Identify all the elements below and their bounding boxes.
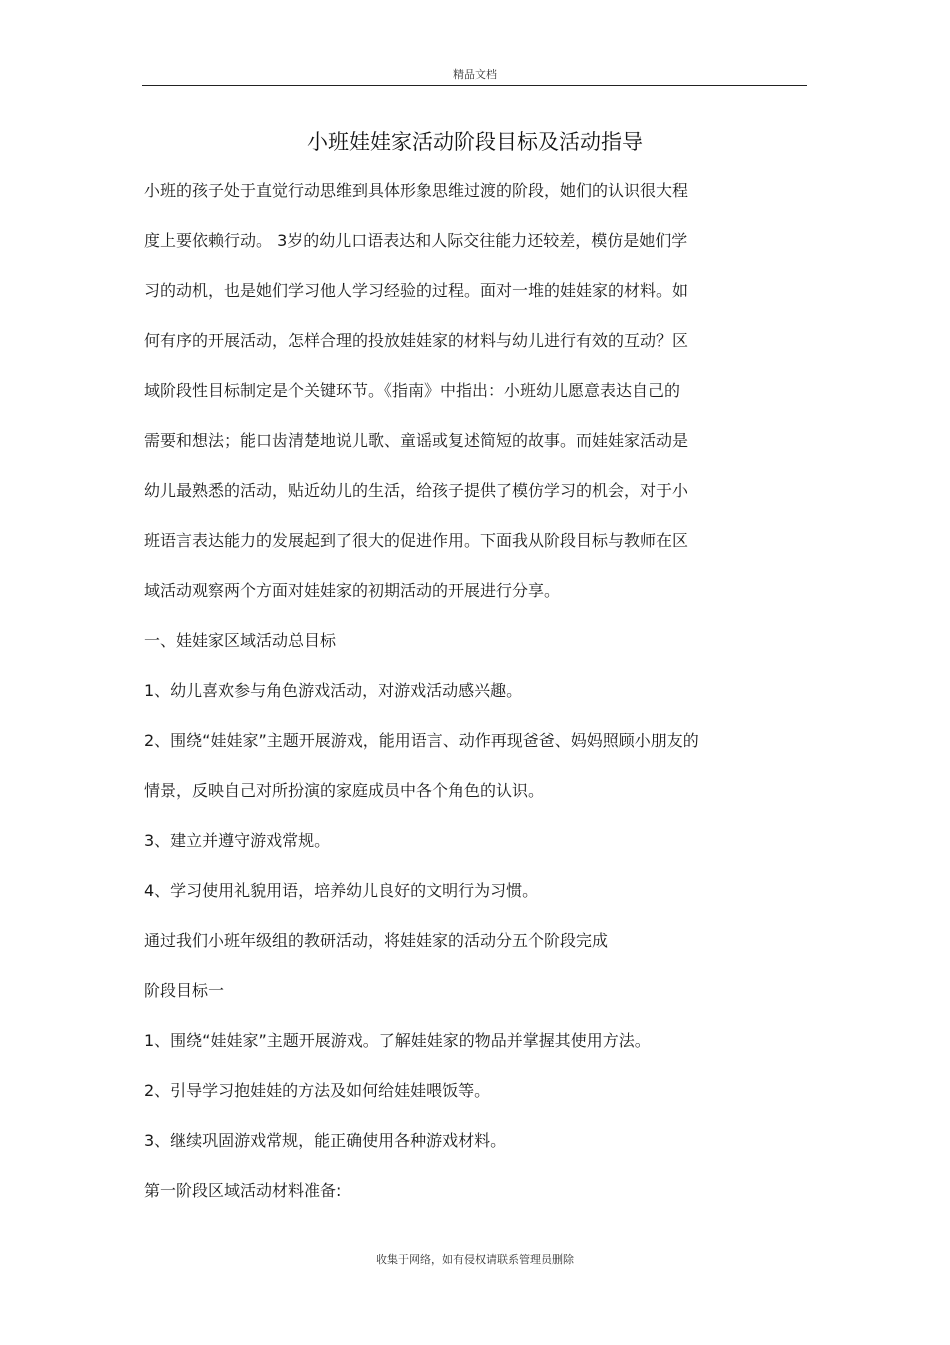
body-line: 需要和想法；能口齿清楚地说儿歌、童谣或复述简短的故事。而娃娃家活动是	[144, 431, 689, 450]
body-line: 情景，反映自己对所扮演的家庭成员中各个角色的认识。	[144, 781, 545, 800]
section-heading: 一、娃娃家区域活动总目标	[144, 631, 337, 650]
body-line: 通过我们小班年级组的教研活动，将娃娃家的活动分五个阶段完成	[144, 931, 609, 950]
body-line: 班语言表达能力的发展起到了很大的促进作用。下面我从阶段目标与教师在区	[144, 531, 689, 550]
page-footer: 收集于网络，如有侵权请联系管理员删除	[376, 1253, 574, 1266]
page-header: 精品文档	[453, 68, 497, 81]
list-item: 2、围绕“娃娃家”主题开展游戏，能用语言、动作再现爸爸、妈妈照顾小朋友的	[144, 731, 699, 750]
body-line: 度上要依赖行动。 3岁的幼儿口语表达和人际交往能力还较差，模仿是她们学	[144, 231, 688, 250]
body-line: 域活动观察两个方面对娃娃家的初期活动的开展进行分享。	[144, 581, 561, 600]
body-line: 习的动机，也是她们学习他人学习经验的过程。面对一堆的娃娃家的材料。如	[144, 281, 689, 300]
header-divider	[142, 85, 807, 86]
section-heading: 阶段目标一	[144, 981, 225, 1000]
list-item: 3、建立并遵守游戏常规。	[144, 831, 331, 850]
list-item: 1、幼儿喜欢参与角色游戏活动，对游戏活动感兴趣。	[144, 681, 523, 700]
document-body	[144, 175, 794, 1225]
body-line: 域阶段性目标制定是个关键环节。《指南》中指出：小班幼儿愿意表达自己的	[144, 381, 681, 400]
list-item: 3、继续巩固游戏常规，能正确使用各种游戏材料。	[144, 1131, 507, 1150]
list-item: 2、引导学习抱娃娃的方法及如何给娃娃喂饭等。	[144, 1081, 491, 1100]
body-line: 幼儿最熟悉的活动，贴近幼儿的生活，给孩子提供了模仿学习的机会，对于小	[144, 481, 689, 500]
body-line: 何有序的开展活动，怎样合理的投放娃娃家的材料与幼儿进行有效的互动？区	[144, 331, 689, 350]
list-item: 4、学习使用礼貌用语，培养幼儿良好的文明行为习惯。	[144, 881, 539, 900]
section-heading: 第一阶段区域活动材料准备:	[144, 1181, 342, 1200]
body-line: 小班的孩子处于直觉行动思维到具体形象思维过渡的阶段，她们的认识很大程	[144, 181, 689, 200]
document-title: 小班娃娃家活动阶段目标及活动指导	[307, 130, 643, 154]
list-item: 1、围绕“娃娃家”主题开展游戏。了解娃娃家的物品并掌握其使用方法。	[144, 1031, 651, 1050]
